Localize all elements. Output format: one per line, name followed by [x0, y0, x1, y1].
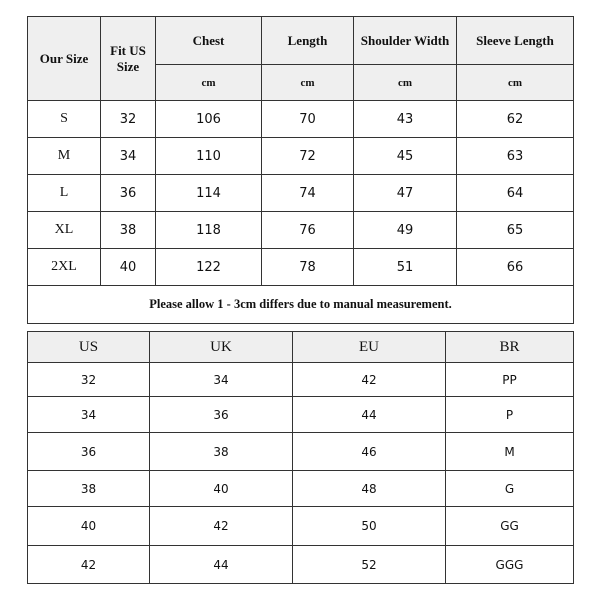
us-size-value: 32 [101, 101, 156, 138]
unit-sleeve-length: cm [457, 65, 574, 101]
uk-value: 34 [150, 363, 293, 397]
shoulder-value: 51 [354, 249, 457, 286]
uk-value: 36 [150, 397, 293, 433]
eu-value: 42 [293, 363, 446, 397]
unit-shoulder-width: cm [354, 65, 457, 101]
uk-value: 42 [150, 507, 293, 546]
header-chest: Chest [156, 17, 262, 65]
shoulder-value: 49 [354, 212, 457, 249]
table-row [28, 249, 574, 286]
us-value: 34 [28, 397, 150, 433]
header-us: US [28, 332, 150, 363]
chest-value: 122 [156, 249, 262, 286]
us-value: 42 [28, 546, 150, 584]
chest-value: 118 [156, 212, 262, 249]
shoulder-value: 47 [354, 175, 457, 212]
br-value: PP [446, 363, 574, 397]
length-value: 74 [262, 175, 354, 212]
br-value: GGG [446, 546, 574, 584]
br-value: GG [446, 507, 574, 546]
table-row [28, 546, 574, 584]
table-row [28, 363, 574, 397]
size-label: L [28, 175, 101, 212]
header-eu: EU [293, 332, 446, 363]
unit-length: cm [262, 65, 354, 101]
table-row [28, 101, 574, 138]
size-conversion-table [27, 331, 574, 584]
us-size-value: 34 [101, 138, 156, 175]
size-measurement-table [27, 16, 574, 324]
size-label: XL [28, 212, 101, 249]
header-shoulder-width: Shoulder Width [354, 17, 457, 65]
header-sleeve-length: Sleeve Length [457, 17, 574, 65]
header-length: Length [262, 17, 354, 65]
sleeve-value: 64 [457, 175, 574, 212]
length-value: 72 [262, 138, 354, 175]
eu-value: 48 [293, 471, 446, 507]
uk-value: 40 [150, 471, 293, 507]
table-row [28, 433, 574, 471]
sleeve-value: 62 [457, 101, 574, 138]
shoulder-value: 43 [354, 101, 457, 138]
eu-value: 46 [293, 433, 446, 471]
uk-value: 38 [150, 433, 293, 471]
table-row [28, 175, 574, 212]
br-value: G [446, 471, 574, 507]
header-br: BR [446, 332, 574, 363]
size-label: 2XL [28, 249, 101, 286]
shoulder-value: 45 [354, 138, 457, 175]
header-fit-us-size: Fit US Size [101, 17, 156, 101]
measurement-note: Please allow 1 - 3cm differs due to manual measurement. [28, 286, 574, 324]
eu-value: 50 [293, 507, 446, 546]
table-row [28, 212, 574, 249]
eu-value: 52 [293, 546, 446, 584]
table-row [28, 397, 574, 433]
table-row [28, 138, 574, 175]
table-row [28, 507, 574, 546]
us-size-value: 38 [101, 212, 156, 249]
table-row [28, 471, 574, 507]
chest-value: 110 [156, 138, 262, 175]
us-value: 36 [28, 433, 150, 471]
sleeve-value: 66 [457, 249, 574, 286]
us-value: 38 [28, 471, 150, 507]
uk-value: 44 [150, 546, 293, 584]
length-value: 78 [262, 249, 354, 286]
chest-value: 106 [156, 101, 262, 138]
us-value: 40 [28, 507, 150, 546]
unit-chest: cm [156, 65, 262, 101]
chest-value: 114 [156, 175, 262, 212]
size-label: S [28, 101, 101, 138]
sleeve-value: 65 [457, 212, 574, 249]
length-value: 70 [262, 101, 354, 138]
br-value: M [446, 433, 574, 471]
length-value: 76 [262, 212, 354, 249]
sleeve-value: 63 [457, 138, 574, 175]
br-value: P [446, 397, 574, 433]
header-uk: UK [150, 332, 293, 363]
us-size-value: 40 [101, 249, 156, 286]
header-our-size: Our Size [28, 17, 101, 101]
eu-value: 44 [293, 397, 446, 433]
size-label: M [28, 138, 101, 175]
us-value: 32 [28, 363, 150, 397]
us-size-value: 36 [101, 175, 156, 212]
